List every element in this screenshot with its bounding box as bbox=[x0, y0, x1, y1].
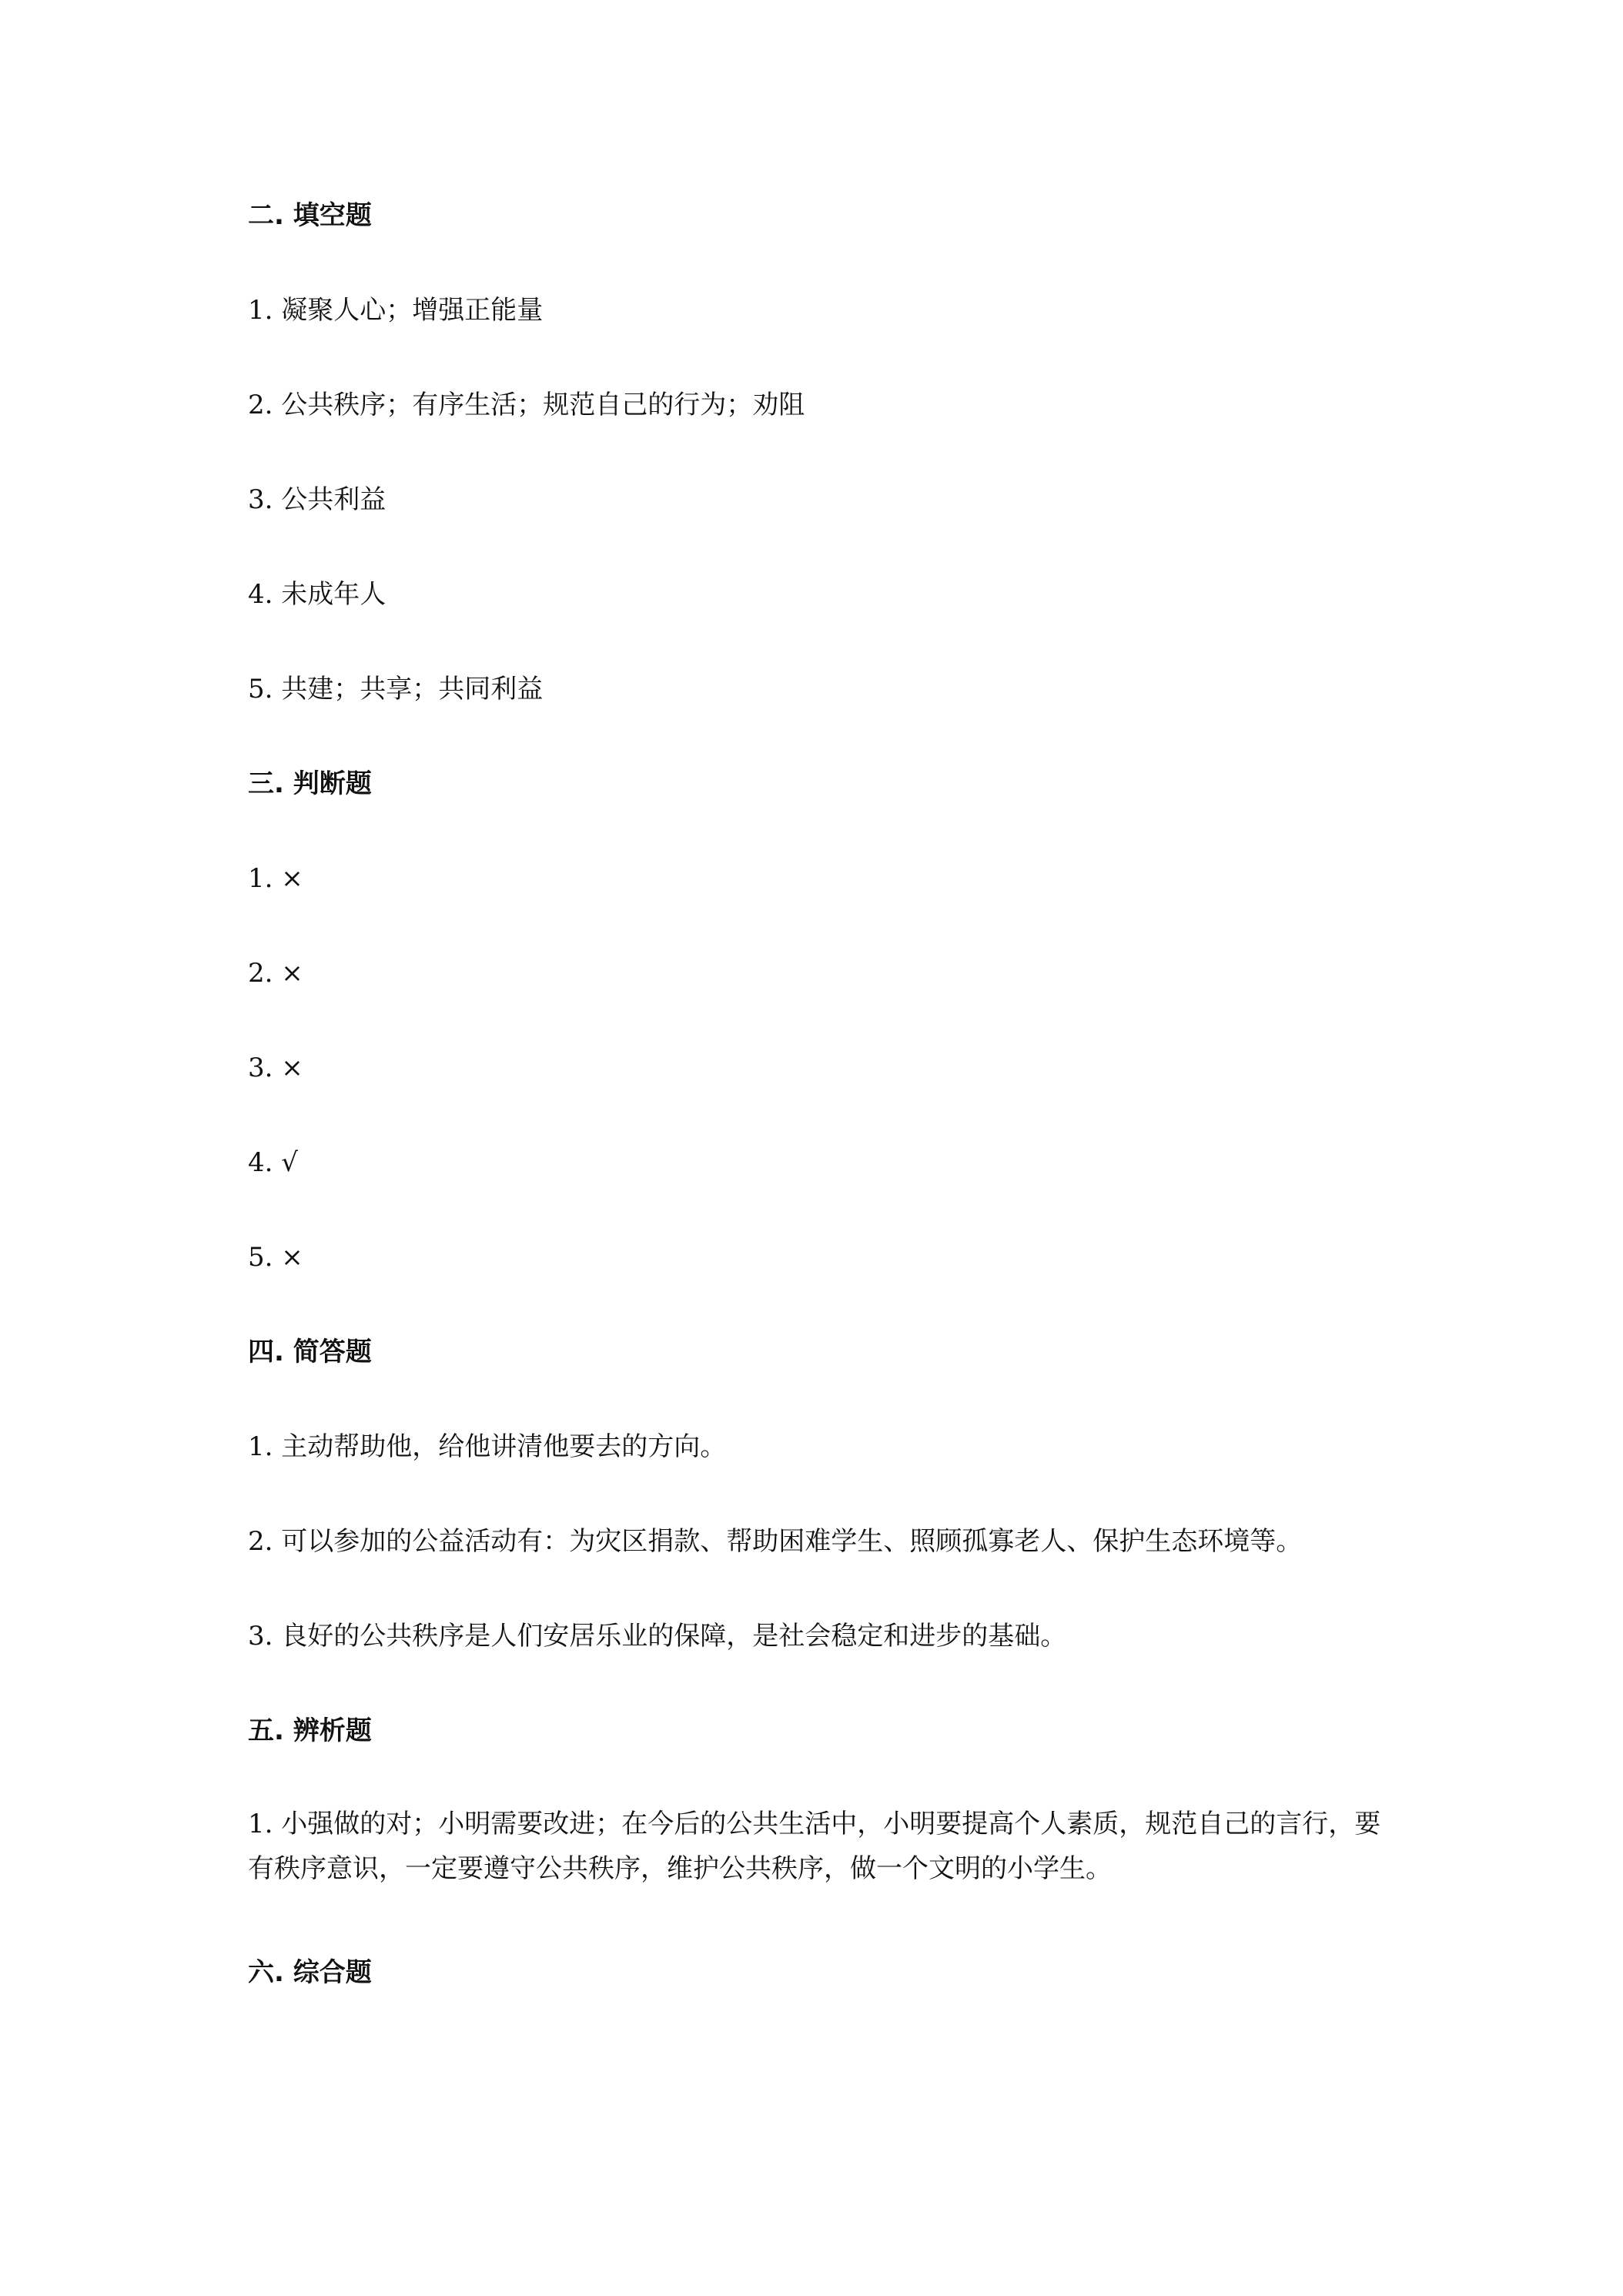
answer-item: 5. 共建；共享；共同利益 bbox=[248, 674, 544, 705]
answer-item: 2. 可以参加的公益活动有：为灾区捐款、帮助困难学生、照顾孤寡老人、保护生态环境等。 bbox=[248, 1526, 1303, 1557]
answer-item: 3. 公共利益 bbox=[248, 484, 387, 515]
answer-item: 3. 良好的公共秩序是人们安居乐业的保障，是社会稳定和进步的基础。 bbox=[248, 1621, 1067, 1652]
answer-item: 2. × bbox=[248, 958, 303, 989]
answer-item: 4. 未成年人 bbox=[248, 579, 387, 610]
answer-item: 1. 主动帮助他，给他讲清他要去的方向。 bbox=[248, 1431, 727, 1462]
answer-item: 1. 小强做的对；小明需要改进；在今后的公共生活中，小明要提高个人素质，规范自己的言行，要有秩序意识，一定要遵守公共秩序，维护公共秩序，做一个文明的小学生。 bbox=[248, 1809, 1381, 1884]
answer-item: 5. × bbox=[248, 1242, 303, 1273]
answer-item: 4. √ bbox=[248, 1147, 298, 1178]
answer-item: 1. 凝聚人心；增强正能量 bbox=[248, 295, 544, 326]
answer-item: 2. 公共秩序；有序生活；规范自己的行为；劝阻 bbox=[248, 390, 805, 420]
section-heading-true-false: 三. 判断题 bbox=[248, 768, 372, 799]
section-heading-comprehensive: 六. 综合题 bbox=[248, 1957, 372, 1988]
section-heading-analysis: 五. 辨析题 bbox=[248, 1715, 372, 1746]
answer-item: 3. × bbox=[248, 1053, 303, 1083]
answer-item: 1. × bbox=[248, 863, 303, 894]
section-heading-short-answer: 四. 简答题 bbox=[248, 1337, 372, 1367]
section-heading-fill-blank: 二. 填空题 bbox=[248, 200, 372, 231]
